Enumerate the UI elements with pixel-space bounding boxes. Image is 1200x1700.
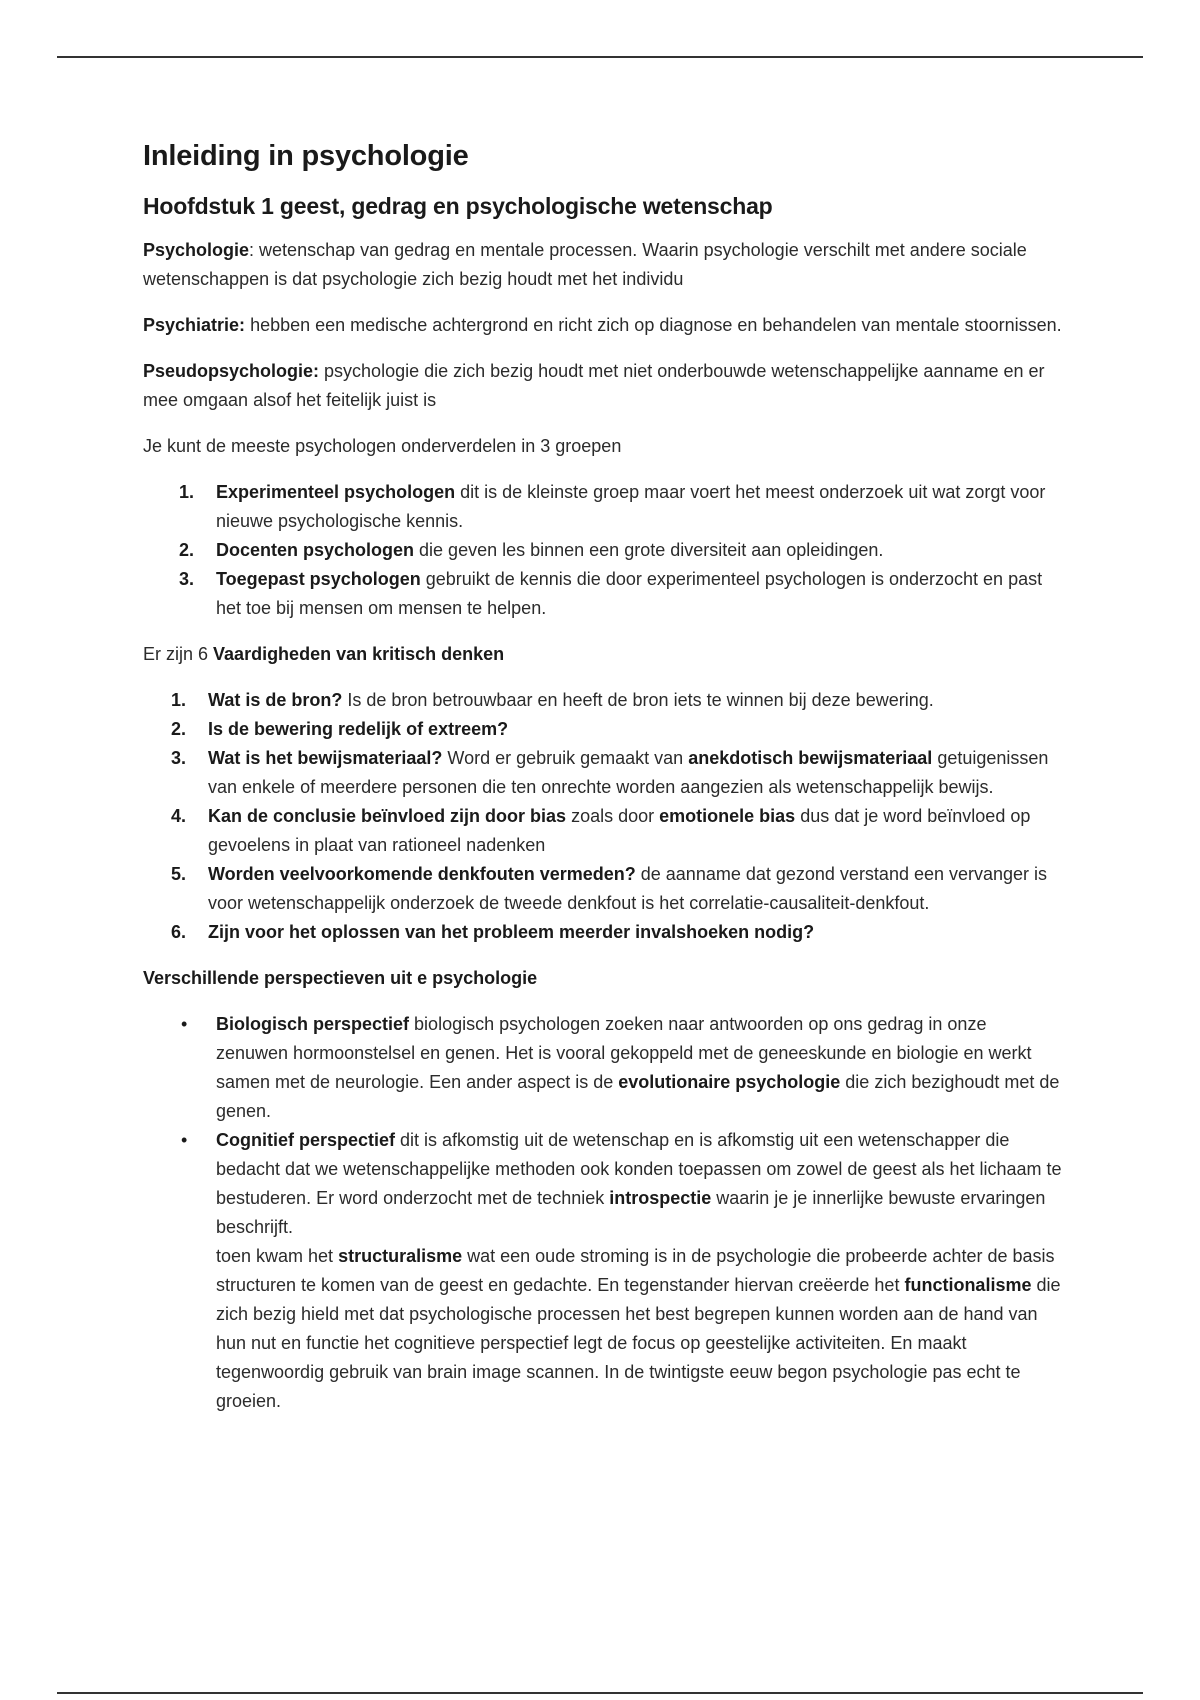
skills-intro: Er zijn 6 Vaardigheden van kritisch denken — [143, 644, 505, 664]
document-title: Inleiding in psychologie — [143, 140, 469, 172]
list-item: 6. Zijn voor het oplossen van het probleem meerder invalshoeken nodig? — [171, 922, 815, 942]
list-item: 2. Is de bewering redelijk of extreem? — [171, 719, 509, 739]
header-rule — [57, 56, 1143, 58]
perspectives-list — [143, 1010, 1063, 1416]
groups-intro: Je kunt de meeste psychologen onderverdelen in 3 groepen — [143, 436, 622, 456]
perspectives-heading: Verschillende perspectieven uit e psychologie — [143, 968, 538, 988]
list-item: 3. Toegepast psychologen gebruikt de kennis die door experimenteel psychologen is onderzocht en past het toe bij mensen om mensen te helpen. — [179, 569, 1043, 618]
psychologist-groups-list — [143, 478, 1063, 623]
definition-pseudopsychologie: Pseudopsychologie: psychologie die zich bezig houdt met niet onderbouwde wetenschappelijke aanname en er mee omgaan alsof het feitelijk juist is — [143, 361, 1045, 410]
document-page — [143, 140, 1063, 1433]
bullet-icon: • — [181, 1014, 188, 1034]
list-item: 2. Docenten psychologen die geven les binnen een grote diversiteit aan opleidingen. — [179, 540, 884, 560]
footer-rule — [57, 1692, 1143, 1694]
list-item: 1. Experimenteel psychologen dit is de kleinste groep maar voert het meest onderzoek uit wat zorgt voor nieuwe psychologische kennis. — [179, 482, 1046, 531]
list-item: • Cognitief perspectief dit is afkomstig uit de wetenschap en is afkomstig uit een wetenschapper die bedacht dat we wetenschappelijke methoden ook konden toepassen om zowel de geest als het lichaam te bestuderen. Er word onderzocht met de techniek introspectie waarin je je innerlijke bewuste ervaringen beschrijft. toen kwam het structuralisme wat een oude stroming is in de psychologie die probeerde achter de basis structuren te komen van de geest en gedachte. En tegenstander hiervan creëerde het functionalisme die zich bezig hield met dat psychologische processen het best begrepen kunnen worden aan de hand van hun nut en functie het cognitieve perspectief legt de focus op geestelijke activiteiten. En maakt tegenwoordig gebruik van brain image scannen. In de twintigste eeuw begon psychologie pas echt te groeien. — [143, 1126, 1063, 1416]
list-item: 1. Wat is de bron? Is de bron betrouwbaar en heeft de bron iets te winnen bij deze bewering. — [171, 690, 934, 710]
definition-psychiatrie: Psychiatrie: hebben een medische achtergrond en richt zich op diagnose en behandelen van mentale stoornissen. — [143, 315, 1062, 335]
list-item: 4. Kan de conclusie beïnvloed zijn door bias zoals door emotionele bias dus dat je word beïnvloed op gevoelens in plaat van rationeel nadenken — [171, 806, 1031, 855]
chapter-heading: Hoofdstuk 1 geest, gedrag en psychologische wetenschap — [143, 193, 773, 219]
list-item: • Biologisch perspectief biologisch psychologen zoeken naar antwoorden op ons gedrag in onze zenuwen hormoonstelsel en genen. Het is vooral gekoppeld met de geneeskunde en biologie en werkt samen met de neurologie. Een ander aspect is de evolutionaire psychologie die zich bezighoudt met de genen. — [143, 1010, 1063, 1126]
critical-thinking-list — [143, 686, 1063, 947]
list-item: 5. Worden veelvoorkomende denkfouten vermeden? de aanname dat gezond verstand een vervanger is voor wetenschappelijk onderzoek de tweede denkfout is het correlatie-causaliteit-denkfout. — [171, 864, 1048, 913]
bullet-icon: • — [181, 1130, 188, 1150]
definition-psychologie: Psychologie: wetenschap van gedrag en mentale processen. Waarin psychologie verschilt met andere sociale wetenschappen is dat psychologie zich bezig houdt met het individu — [143, 240, 1027, 289]
list-item: 3. Wat is het bewijsmateriaal? Word er gebruik gemaakt van anekdotisch bewijsmateriaal getuigenissen van enkele of meerdere personen die ten onrechte worden aangezien als wetenschappelijk bewijs. — [171, 748, 1049, 797]
